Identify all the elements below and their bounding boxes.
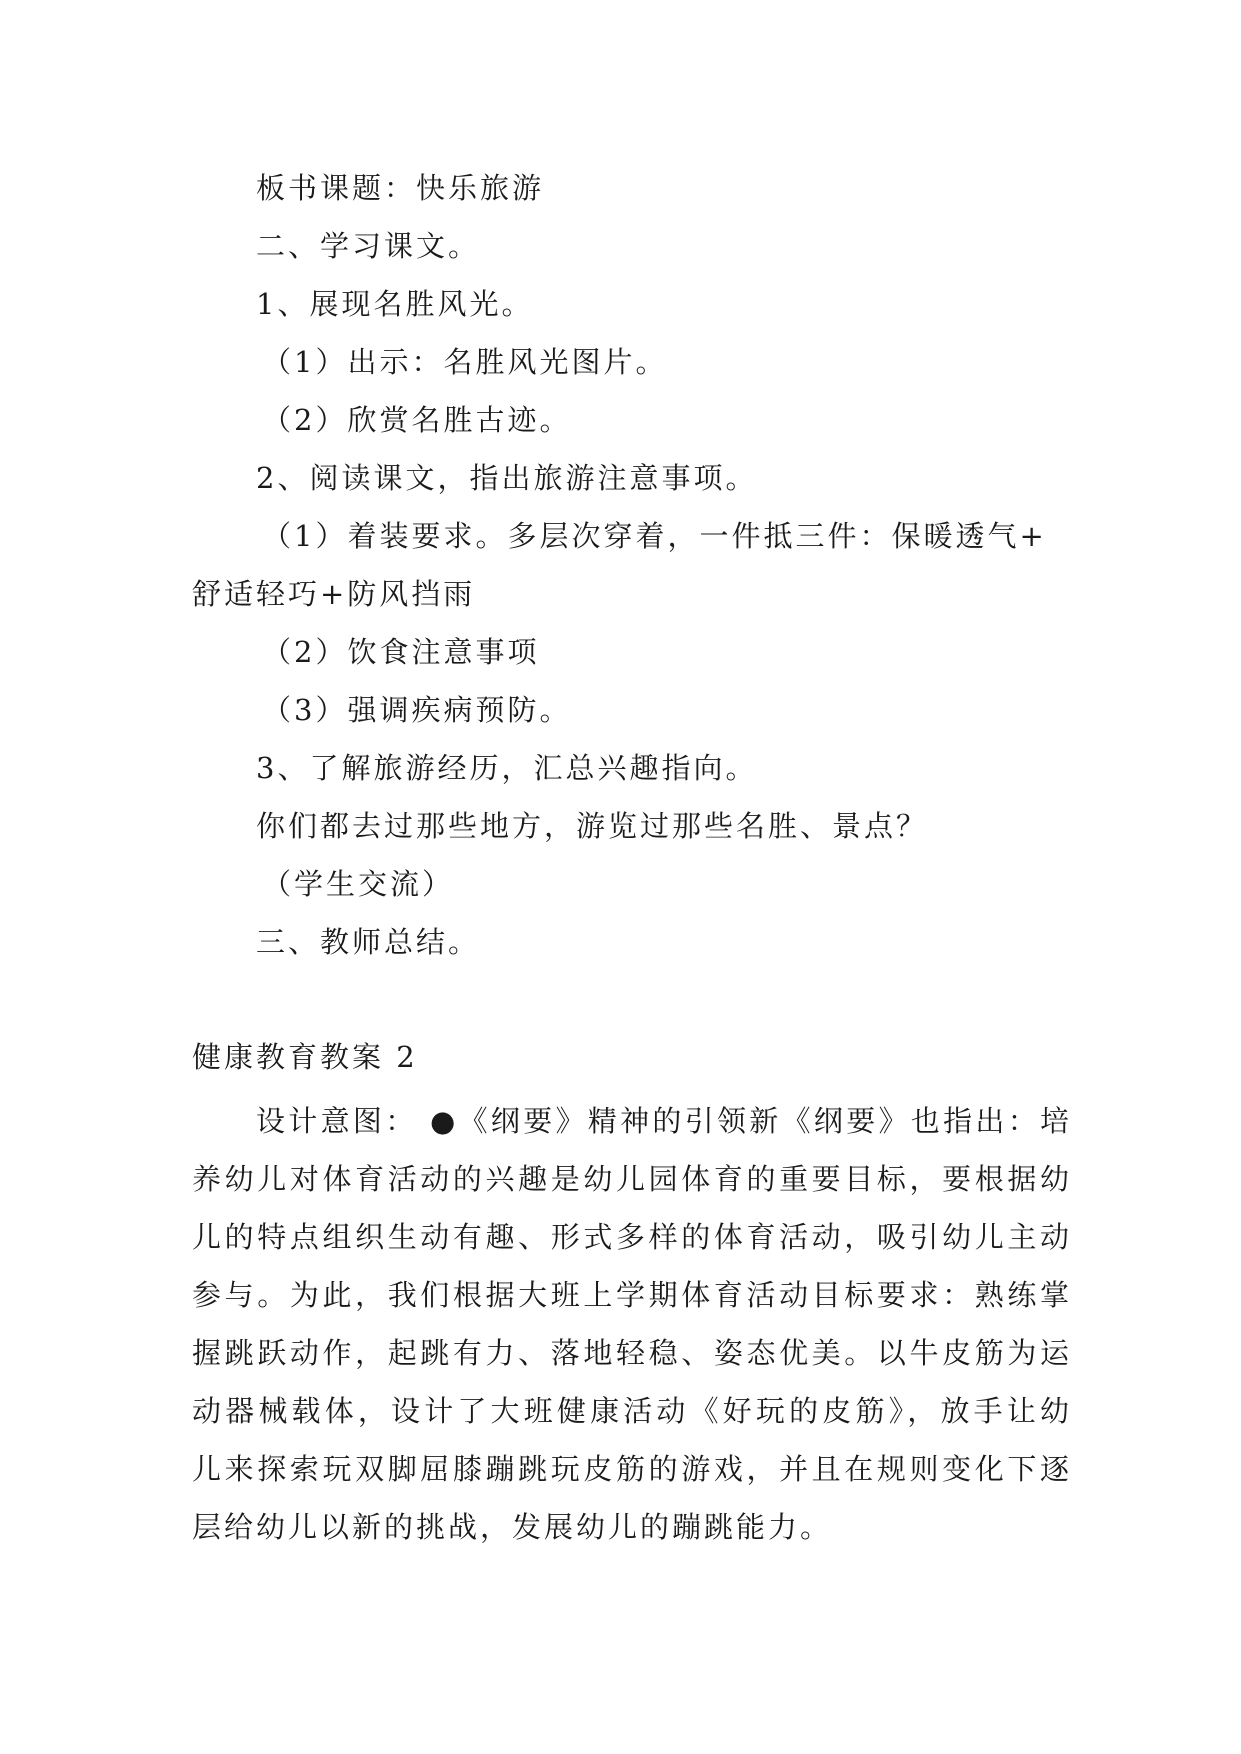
text-line: （学生交流） [262, 867, 455, 901]
text-line: 二、学习课文。 [256, 229, 481, 263]
section-title: 健康教育教案 2 [192, 1040, 418, 1074]
text-line: （2）饮食注意事项 [262, 635, 540, 669]
design-intent-paragraph: 设计意图： ●《纲要》精神的引领新《纲要》也指出：培养幼儿对体育活动的兴趣是幼儿园体育的重要目标，要根据幼儿的特点组织生动有趣、形式多样的体育活动，吸引幼儿主动参与。为此，我们根据大班上学期体育活动目标要求：熟练掌握跳跃动作，起跳有力、落地轻稳、姿态优美。以牛皮筋为运动器械载体，设计了大班健康活动《好玩的皮筋》，放手让幼儿来探索玩双脚屈膝蹦跳玩皮筋的游戏，并且在规则变化下逐层给幼儿以新的挑战，发展幼儿的蹦跳能力。 [192, 1104, 1072, 1544]
text-line: 三、教师总结。 [256, 925, 481, 959]
text-line: 2、阅读课文，指出旅游注意事项。 [256, 461, 758, 495]
text-line: 3、了解旅游经历，汇总兴趣指向。 [256, 751, 758, 785]
text-line: （1）出示：名胜风光图片。 [262, 345, 668, 379]
text-line: 舒适轻巧+防风挡雨 [192, 577, 476, 611]
text-line: 你们都去过那些地方，游览过那些名胜、景点？ [256, 809, 929, 843]
text-line: 1、展现名胜风光。 [256, 287, 534, 321]
text-line: （3）强调疾病预防。 [262, 693, 572, 727]
text-line: （1）着装要求。多层次穿着，一件抵三件：保暖透气+ [262, 519, 1047, 553]
text-line: （2）欣赏名胜古迹。 [262, 403, 572, 437]
text-line: 板书课题：快乐旅游 [256, 171, 545, 205]
